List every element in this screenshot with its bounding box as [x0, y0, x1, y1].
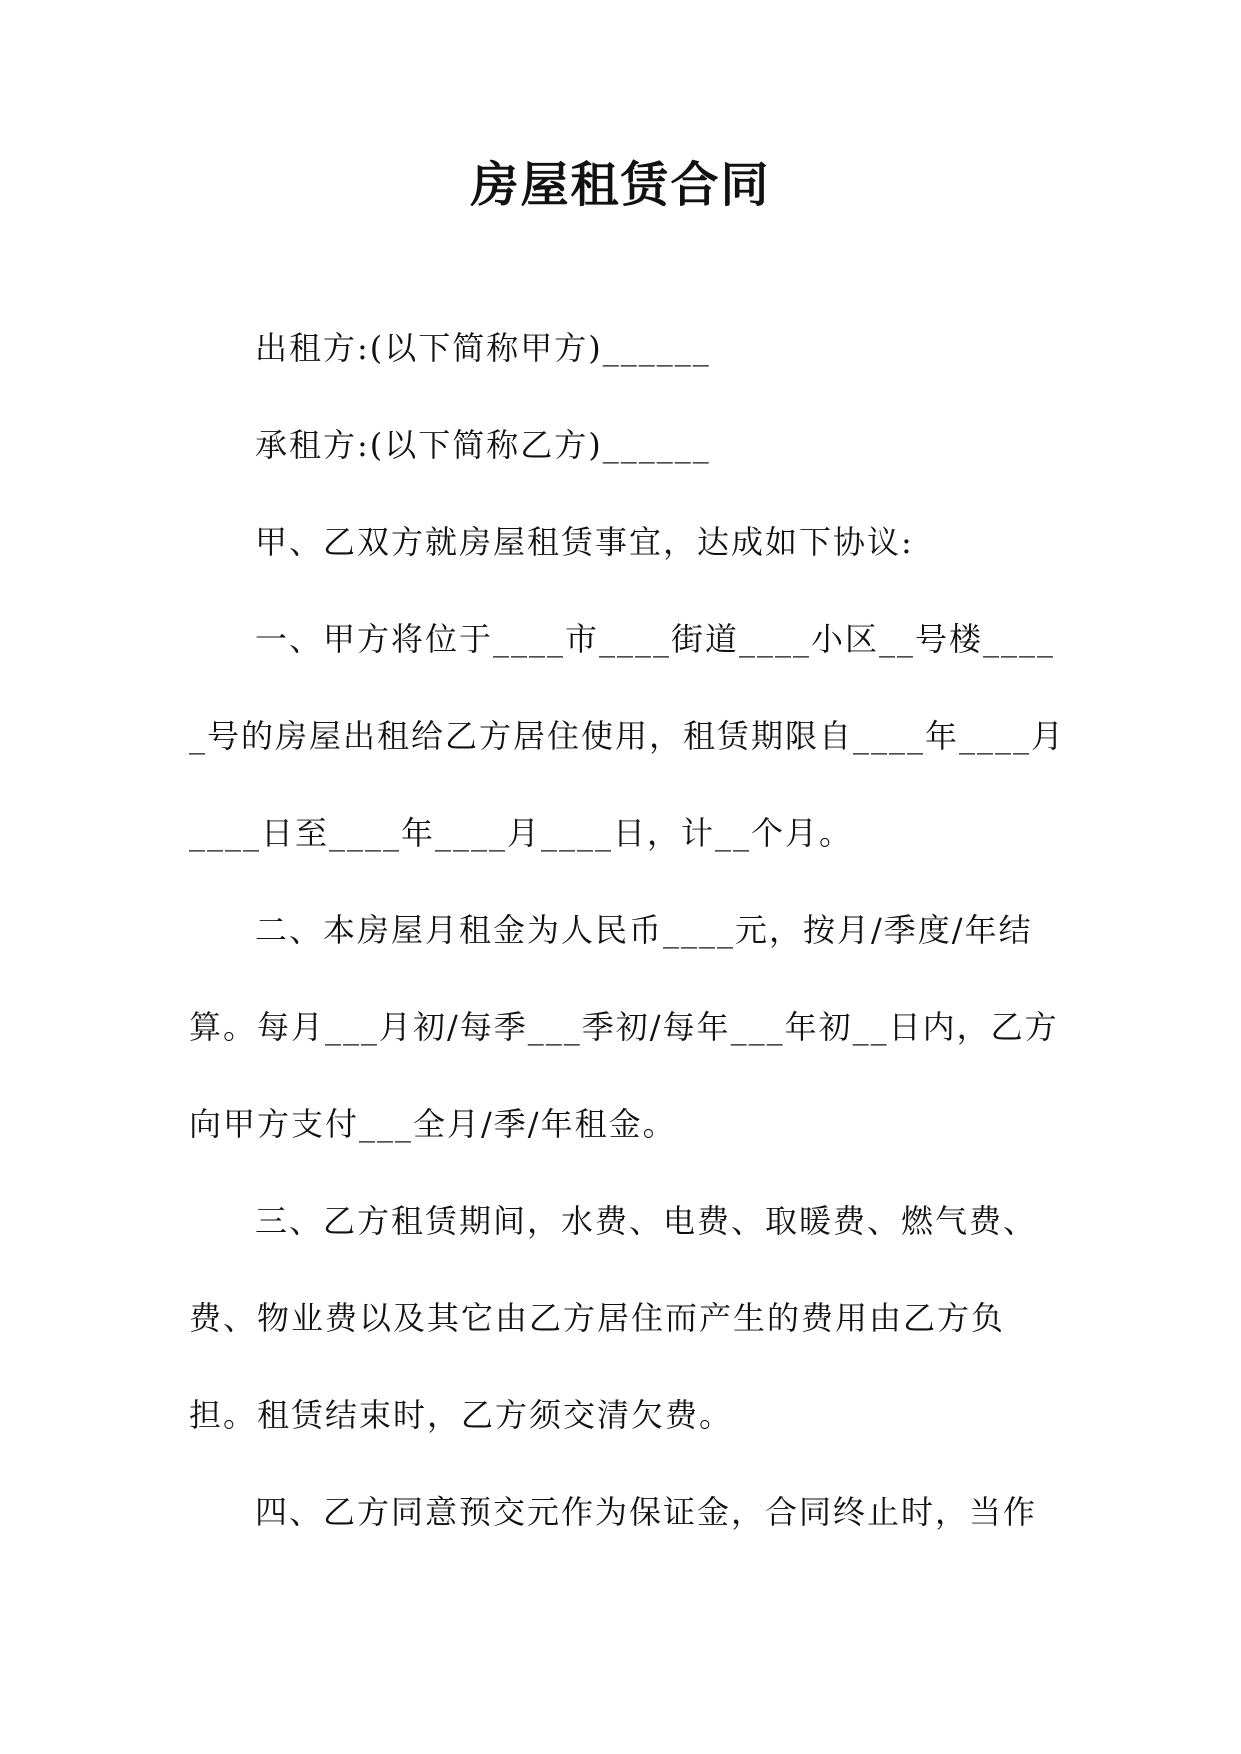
paragraph-lessor: 出租方:(以下简称甲方)______ — [255, 329, 711, 367]
paragraph-agreement-intro: 甲、乙双方就房屋租赁事宜，达成如下协议: — [255, 523, 914, 561]
paragraph-lessee: 承租方:(以下简称乙方)______ — [255, 426, 711, 464]
document-title: 房屋租赁合同 — [470, 157, 771, 213]
document-body — [189, 300, 1069, 1561]
paragraph-clause-3: 三、乙方租赁期间，水费、电费、取暖费、燃气费、费、物业费以及其它由乙方居住而产生的费用由乙方负担。租赁结束时，乙方须交清欠费。 — [189, 1202, 1038, 1434]
paragraph-clause-4: 四、乙方同意预交元作为保证金，合同终止时，当作 — [255, 1493, 1038, 1531]
paragraph-clause-2: 二、本房屋月租金为人民币____元，按月/季度/年结算。每月___月初/每季___季初/每年___年初__日内，乙方向甲方支付___全月/季/年租金。 — [189, 911, 1059, 1143]
paragraph-clause-1: 一、甲方将位于____市____街道____小区__号楼_____号的房屋出租给乙方居住使用，租赁期限自____年____月____日至____年____月____日，计__个月。 — [189, 620, 1066, 852]
